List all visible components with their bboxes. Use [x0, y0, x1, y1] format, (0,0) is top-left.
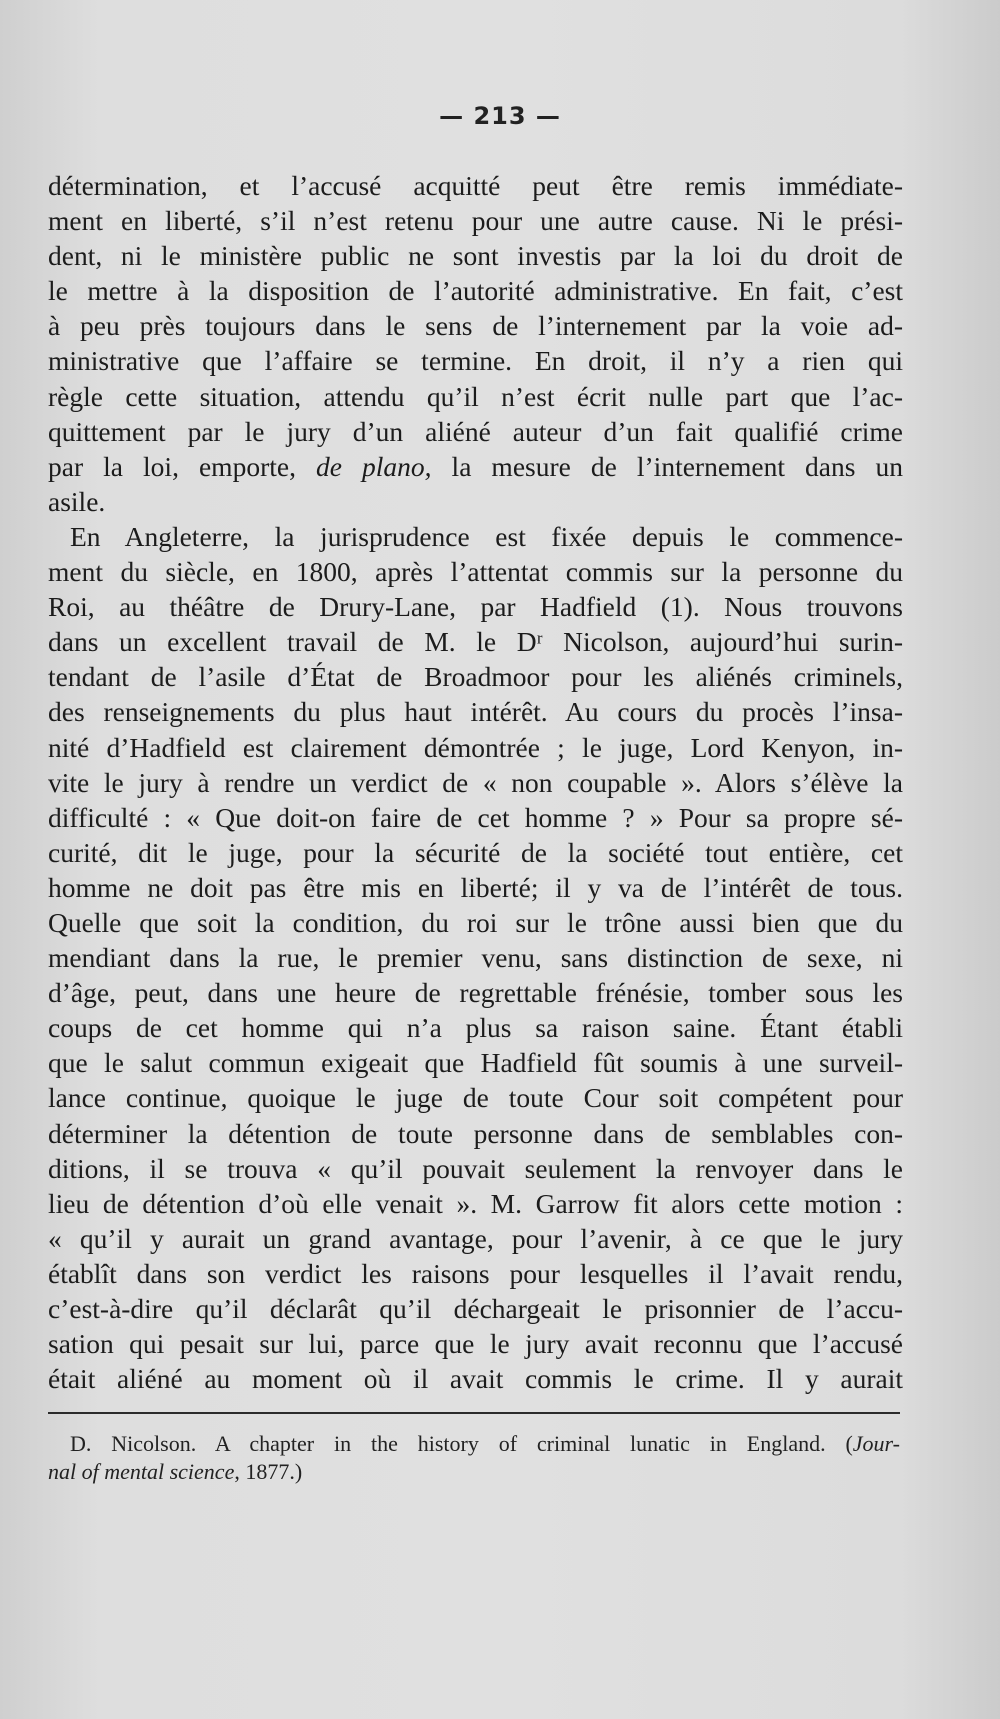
text-line: Quelle que soit la condition, du roi sur le trône aussi bien que du: [48, 906, 903, 938]
text-line: sation qui pesait sur lui, parce que le jury avait reconnu que l’accusé: [48, 1328, 903, 1360]
footnote-line: [70, 1430, 900, 1458]
text-line: tendant de l’asile d’État de Broadmoor pour les aliénés criminels,: [48, 661, 903, 693]
footnote-line: [48, 1458, 900, 1486]
text-line: vite le jury à rendre un verdict de « non coupable ». Alors s’élève la: [48, 766, 903, 798]
text-line: était aliéné au moment où il avait commis le crime. Il y aurait: [48, 1363, 903, 1395]
text-line-with-italic: [48, 449, 903, 484]
text-line: quittement par le jury d’un aliéné auteur d’un fait qualifié crime: [48, 415, 903, 447]
text-line: que le salut commun exigeait que Hadfield fût soumis à une surveil-: [48, 1047, 903, 1079]
text-line: établît dans son verdict les raisons pour lesquelles il l’avait rendu,: [48, 1257, 903, 1289]
footnote-text: , 1877.): [234, 1459, 303, 1484]
footnote-divider: [48, 1412, 900, 1414]
paragraph-end-line: asile.: [48, 485, 106, 517]
text-line: à peu près toujours dans le sens de l’internement par la voie ad-: [48, 310, 903, 342]
text-line: curité, dit le juge, pour la sécurité de la société tout entière, cet: [48, 836, 903, 868]
page-number: — 213 —: [439, 102, 561, 130]
text-line: d’âge, peut, dans une heure de regrettable frénésie, tomber sous les: [48, 977, 903, 1009]
text-line: lieu de détention d’où elle venait ». M. Garrow fit alors cette motion :: [48, 1187, 903, 1219]
text-line: des renseignements du plus haut intérêt. Au cours du procès l’insa-: [48, 696, 903, 728]
text-line: ministrative que l’affaire se termine. En droit, il n’y a rien qui: [48, 345, 903, 377]
body-text: [48, 168, 903, 1396]
text-line: dans un excellent travail de M. le Dʳ Nicolson, aujourd’hui surin-: [48, 626, 903, 658]
text-line: coups de cet homme qui n’a plus sa raison saine. Étant établi: [48, 1012, 903, 1044]
text-line: le mettre à la disposition de l’autorité administrative. En fait, c’est: [48, 275, 903, 307]
text-line: homme ne doit pas être mis en liberté; il y va de l’intérêt de tous.: [48, 871, 903, 903]
footnote-italic: nal of mental science: [48, 1459, 235, 1484]
footnote-italic: Jour-: [852, 1431, 900, 1456]
text-line: ment du siècle, en 1800, après l’attentat commis sur la personne du: [48, 556, 903, 588]
text-segment: par la loi, emporte,: [48, 450, 316, 482]
text-line: détermination, et l’accusé acquitté peut être remis immédiate-: [48, 170, 903, 201]
text-line: c’est-à-dire qu’il déclarât qu’il déchargeait le prisonnier de l’accu-: [48, 1293, 903, 1324]
text-line: difficulté : « Que doit-on faire de cet homme ? » Pour sa propre sé-: [48, 801, 903, 833]
text-segment: la mesure de l’internement dans un: [431, 450, 903, 482]
text-line: Roi, au théâtre de Drury-Lane, par Hadfield (1). Nous trouvons: [48, 591, 903, 623]
text-line: ment en liberté, s’il n’est retenu pour une autre cause. Ni le prési-: [48, 205, 903, 237]
text-line: « qu’il y aurait un grand avantage, pour l’avenir, à ce que le jury: [48, 1222, 903, 1254]
footnote-text: D. Nicolson. A chapter in the history of criminal lunatic in England. (: [70, 1431, 853, 1456]
footnote: [48, 1430, 900, 1486]
paragraph-start-line: En Angleterre, la jurisprudence est fixée depuis le commence-: [70, 520, 903, 552]
text-line: lance continue, quoique le juge de toute Cour soit compétent pour: [48, 1082, 903, 1114]
text-line: déterminer la détention de toute personne dans de semblables con-: [48, 1117, 903, 1149]
text-line: dent, ni le ministère public ne sont investis par la loi du droit de: [48, 240, 903, 272]
text-line: nité d’Hadfield est clairement démontrée ; le juge, Lord Kenyon, in-: [48, 731, 903, 763]
italic-phrase: de plano,: [316, 450, 432, 482]
text-line: règle cette situation, attendu qu’il n’est écrit nulle part que l’ac-: [48, 380, 903, 412]
text-line: ditions, il se trouva « qu’il pouvait seulement la renvoyer dans le: [48, 1152, 903, 1184]
text-line: mendiant dans la rue, le premier venu, sans distinction de sexe, ni: [48, 942, 903, 974]
